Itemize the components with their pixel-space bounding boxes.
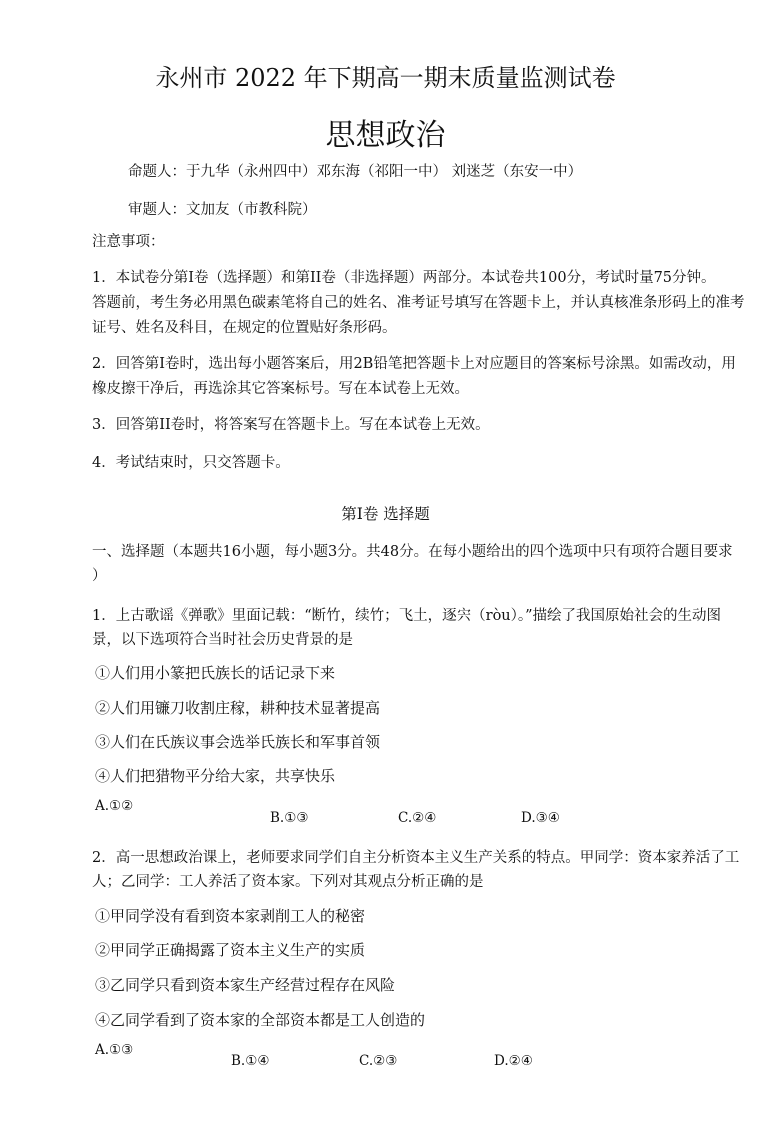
exam-title: 永州市 2022 年下期高一期末质量监测试卷 <box>155 64 616 92</box>
subject-title: 思想政治 <box>325 118 446 153</box>
question-1-choice-b: B.①③ <box>270 810 309 826</box>
question-1-option-3: ③人们在氏族议事会选举氏族长和军事首领 <box>95 733 381 751</box>
question-2-option-4: ④乙同学看到了资本家的全部资本都是工人创造的 <box>95 1011 426 1029</box>
notice-item-1-line-3: 证号、姓名及科目，在规定的位置贴好条形码。 <box>92 320 397 336</box>
authors-line: 命题人：于九华（永州四中）邓东海（祁阳一中） 刘迷芝（东安一中） <box>128 164 583 180</box>
question-2-stem-line-1: 2．高一思想政治课上，老师要求同学们自主分析资本主义生产关系的特点。甲同学：资本家养活了工 <box>92 850 740 866</box>
question-2-choice-c: C.②③ <box>359 1053 398 1069</box>
notice-item-3-line-1: 3．回答第II卷时，将答案写在答题卡上。写在本试卷上无效。 <box>92 417 490 433</box>
question-1-stem-line-2: 景，以下选项符合当时社会历史背景的是 <box>92 632 353 648</box>
question-2-choice-a: A.①③ <box>95 1042 134 1058</box>
notice-item-2-line-1: 2．回答第I卷时，选出每小题答案后，用2B铅笔把答题卡上对应题目的答案标号涂黑。如需改动，用 <box>92 356 736 372</box>
question-2-choice-d: D.②④ <box>494 1053 533 1069</box>
section-instructions-line-1: 一、选择题（本题共16小题，每小题3分。共48分。在每小题给出的四个选项中只有项符合题目要求 <box>92 544 733 560</box>
question-1-option-2: ②人们用镰刀收割庄稼，耕种技术显著提高 <box>95 699 381 717</box>
notice-item-4-line-1: 4．考试结束时，只交答题卡。 <box>92 455 290 471</box>
notice-item-1-line-1: 1．本试卷分第I卷（选择题）和第II卷（非选择题）两部分。本试卷共100分，考试时量75分钟。 <box>92 270 716 286</box>
notice-item-1-line-2: 答题前，考生务必用黑色碳素笔将自己的姓名、准考证号填写在答题卡上，并认真核准条形码上的准考 <box>92 295 745 311</box>
question-2-option-1: ①甲同学没有看到资本家剥削工人的秘密 <box>95 907 366 925</box>
question-1-option-4: ④人们把猎物平分给大家，共享快乐 <box>95 767 336 785</box>
reviewer-line: 审题人：文加友（市教科院） <box>128 202 317 218</box>
question-1-choice-a: A.①② <box>95 798 134 814</box>
question-1-stem-line-1: 1．上古歌谣《弹歌》里面记载：“断竹，续竹；飞土，逐宍（ròu）。”描绘了我国原始社会的生动图 <box>92 608 722 624</box>
question-2-option-2: ②甲同学正确揭露了资本主义生产的实质 <box>95 941 366 959</box>
section-title: 第I卷 选择题 <box>341 505 430 523</box>
question-1-option-1: ①人们用小篆把氏族长的话记录下来 <box>95 664 336 682</box>
question-2-stem-line-2: 人；乙同学：工人养活了资本家。下列对其观点分析正确的是 <box>92 874 484 890</box>
notice-heading: 注意事项： <box>92 234 165 250</box>
question-1-choice-c: C.②④ <box>398 810 437 826</box>
notice-item-2-line-2: 橡皮擦干净后，再选涂其它答案标号。写在本试卷上无效。 <box>92 381 469 397</box>
question-2-choice-b: B.①④ <box>231 1053 270 1069</box>
question-2-option-3: ③乙同学只看到资本家生产经营过程存在风险 <box>95 976 396 994</box>
section-instructions-line-2: ） <box>92 568 107 584</box>
question-1-choice-d: D.③④ <box>521 810 560 826</box>
